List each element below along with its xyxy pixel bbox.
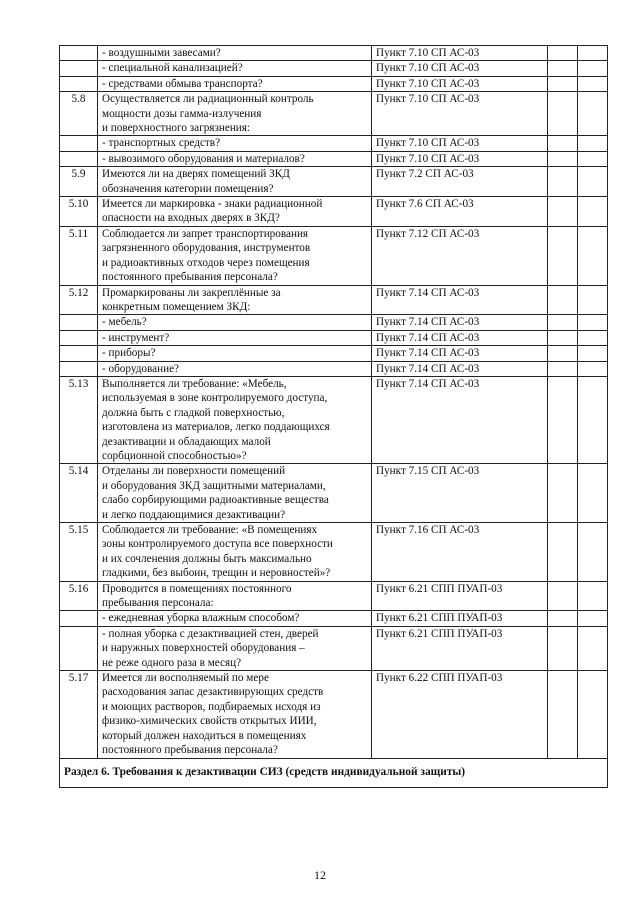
table-row <box>60 581 608 611</box>
answer-cell-2[interactable] <box>578 330 608 345</box>
answer-cell-2[interactable] <box>578 197 608 227</box>
regulation-reference: Пункт 7.14 СП АС-03 <box>372 330 548 345</box>
answer-cell-1[interactable] <box>548 671 578 758</box>
item-number: 5.13 <box>60 376 98 463</box>
item-number <box>60 136 98 151</box>
answer-cell-1[interactable] <box>548 464 578 523</box>
answer-cell-2[interactable] <box>578 376 608 463</box>
regulation-reference: Пункт 7.2 СП АС-03 <box>372 167 548 197</box>
question-text: Проводится в помещениях постоянного пребывания персонала: <box>98 581 372 611</box>
item-number: 5.10 <box>60 197 98 227</box>
item-number: 5.8 <box>60 92 98 136</box>
regulation-reference: Пункт 7.10 СП АС-03 <box>372 92 548 136</box>
answer-cell-2[interactable] <box>578 611 608 626</box>
item-number: 5.9 <box>60 167 98 197</box>
section-heading-row <box>60 758 608 787</box>
question-text: - средствами обмыва транспорта? <box>98 76 372 91</box>
item-number <box>60 61 98 76</box>
question-text: - оборудование? <box>98 361 372 376</box>
table-row <box>60 361 608 376</box>
answer-cell-2[interactable] <box>578 226 608 285</box>
table-row <box>60 330 608 345</box>
answer-cell-2[interactable] <box>578 151 608 166</box>
table-row <box>60 346 608 361</box>
regulation-reference: Пункт 6.21 СПП ПУАП-03 <box>372 611 548 626</box>
answer-cell-1[interactable] <box>548 581 578 611</box>
table-row <box>60 197 608 227</box>
item-number: 5.16 <box>60 581 98 611</box>
table-row <box>60 61 608 76</box>
question-text: Соблюдается ли запрет транспортирования загрязненного оборудования, инструментов и радиоактивных отходов через помещения постоянного пребывания персонала? <box>98 226 372 285</box>
item-number: 5.15 <box>60 523 98 582</box>
answer-cell-2[interactable] <box>578 136 608 151</box>
question-text: Имеется ли маркировка - знаки радиационной опасности на входных дверях в ЗКД? <box>98 197 372 227</box>
answer-cell-2[interactable] <box>578 464 608 523</box>
checklist-body <box>60 46 608 759</box>
answer-cell-1[interactable] <box>548 92 578 136</box>
answer-cell-2[interactable] <box>578 167 608 197</box>
question-text: Отделаны ли поверхности помещений и оборудования ЗКД защитными материалами, слабо сорбирующими радиоактивные вещества и легко поддающимися дезактивации? <box>98 464 372 523</box>
table-row <box>60 611 608 626</box>
item-number <box>60 626 98 670</box>
table-row <box>60 376 608 463</box>
question-text: - воздушными завесами? <box>98 46 372 61</box>
table-row <box>60 151 608 166</box>
table-row <box>60 46 608 61</box>
answer-cell-2[interactable] <box>578 76 608 91</box>
question-text: - специальной канализацией? <box>98 61 372 76</box>
answer-cell-1[interactable] <box>548 167 578 197</box>
question-text: - транспортных средств? <box>98 136 372 151</box>
answer-cell-2[interactable] <box>578 61 608 76</box>
item-number <box>60 361 98 376</box>
regulation-reference: Пункт 7.10 СП АС-03 <box>372 76 548 91</box>
item-number <box>60 315 98 330</box>
question-text: Имеется ли восполняемый по мере расходования запас дезактивирующих средств и моющих растворов, подбираемых исходя из физико-химических свойств открытых ИИИ, который должен находиться в помещениях постоянного пребывания персонала? <box>98 671 372 758</box>
answer-cell-2[interactable] <box>578 92 608 136</box>
answer-cell-1[interactable] <box>548 76 578 91</box>
item-number <box>60 611 98 626</box>
regulation-reference: Пункт 7.14 СП АС-03 <box>372 361 548 376</box>
regulation-reference: Пункт 7.10 СП АС-03 <box>372 151 548 166</box>
item-number <box>60 330 98 345</box>
answer-cell-1[interactable] <box>548 151 578 166</box>
answer-cell-2[interactable] <box>578 671 608 758</box>
answer-cell-2[interactable] <box>578 315 608 330</box>
answer-cell-2[interactable] <box>578 523 608 582</box>
question-text: Выполняется ли требование: «Мебель, используемая в зоне контролируемого доступа, должна быть с гладкой поверхностью, изготовлена из материалов, легко поддающихся дезактивации и обладающих малой сорбционной способностью»? <box>98 376 372 463</box>
answer-cell-1[interactable] <box>548 346 578 361</box>
regulation-reference: Пункт 7.12 СП АС-03 <box>372 226 548 285</box>
item-number: 5.11 <box>60 226 98 285</box>
answer-cell-1[interactable] <box>548 285 578 315</box>
answer-cell-1[interactable] <box>548 523 578 582</box>
table-row <box>60 671 608 758</box>
table-row <box>60 136 608 151</box>
section-heading: Раздел 6. Требования к дезактивации СИЗ (средств индивидуальной защиты) <box>60 758 608 787</box>
question-text: - инструмент? <box>98 330 372 345</box>
question-text: Осуществляется ли радиационный контроль мощности дозы гамма-излучения и поверхностного загрязнения: <box>98 92 372 136</box>
answer-cell-2[interactable] <box>578 361 608 376</box>
table-row <box>60 92 608 136</box>
regulation-reference: Пункт 7.10 СП АС-03 <box>372 46 548 61</box>
answer-cell-2[interactable] <box>578 46 608 61</box>
table-row <box>60 167 608 197</box>
checklist-table <box>59 45 608 788</box>
answer-cell-1[interactable] <box>548 315 578 330</box>
regulation-reference: Пункт 7.6 СП АС-03 <box>372 197 548 227</box>
item-number <box>60 346 98 361</box>
regulation-reference: Пункт 7.14 СП АС-03 <box>372 315 548 330</box>
regulation-reference: Пункт 7.15 СП АС-03 <box>372 464 548 523</box>
item-number: 5.12 <box>60 285 98 315</box>
question-text: - вывозимого оборудования и материалов? <box>98 151 372 166</box>
answer-cell-1[interactable] <box>548 61 578 76</box>
item-number <box>60 46 98 61</box>
table-row <box>60 226 608 285</box>
answer-cell-1[interactable] <box>548 136 578 151</box>
regulation-reference: Пункт 7.10 СП АС-03 <box>372 61 548 76</box>
question-text: Имеются ли на дверях помещений ЗКД обозначения категории помещения? <box>98 167 372 197</box>
regulation-reference: Пункт 6.21 СПП ПУАП-03 <box>372 626 548 670</box>
regulation-reference: Пункт 7.14 СП АС-03 <box>372 285 548 315</box>
question-text: - приборы? <box>98 346 372 361</box>
answer-cell-1[interactable] <box>548 330 578 345</box>
item-number: 5.17 <box>60 671 98 758</box>
answer-cell-1[interactable] <box>548 611 578 626</box>
item-number: 5.14 <box>60 464 98 523</box>
question-text: - мебель? <box>98 315 372 330</box>
answer-cell-2[interactable] <box>578 626 608 670</box>
regulation-reference: Пункт 6.22 СПП ПУАП-03 <box>372 671 548 758</box>
table-row <box>60 76 608 91</box>
regulation-reference: Пункт 7.16 СП АС-03 <box>372 523 548 582</box>
question-text: - полная уборка с дезактивацией стен, дверей и наружных поверхностей оборудования – не реже одного раза в месяц? <box>98 626 372 670</box>
regulation-reference: Пункт 7.14 СП АС-03 <box>372 346 548 361</box>
answer-cell-1[interactable] <box>548 626 578 670</box>
answer-cell-1[interactable] <box>548 226 578 285</box>
answer-cell-2[interactable] <box>578 346 608 361</box>
regulation-reference: Пункт 7.10 СП АС-03 <box>372 136 548 151</box>
question-text: Промаркированы ли закреплённые за конкретным помещением ЗКД: <box>98 285 372 315</box>
item-number <box>60 76 98 91</box>
answer-cell-1[interactable] <box>548 197 578 227</box>
answer-cell-1[interactable] <box>548 46 578 61</box>
table-row <box>60 626 608 670</box>
answer-cell-2[interactable] <box>578 285 608 315</box>
answer-cell-2[interactable] <box>578 581 608 611</box>
regulation-reference: Пункт 7.14 СП АС-03 <box>372 376 548 463</box>
table-row <box>60 523 608 582</box>
table-row <box>60 464 608 523</box>
regulation-reference: Пункт 6.21 СПП ПУАП-03 <box>372 581 548 611</box>
question-text: - ежедневная уборка влажным способом? <box>98 611 372 626</box>
table-row <box>60 285 608 315</box>
question-text: Соблюдается ли требование: «В помещениях зоны контролируемого доступа все поверхности и их сочленения должны быть максимально гладкими, без выбоин, трещин и неровностей»? <box>98 523 372 582</box>
item-number <box>60 151 98 166</box>
answer-cell-1[interactable] <box>548 376 578 463</box>
page-number: 12 <box>314 868 326 882</box>
table-row <box>60 315 608 330</box>
answer-cell-1[interactable] <box>548 361 578 376</box>
